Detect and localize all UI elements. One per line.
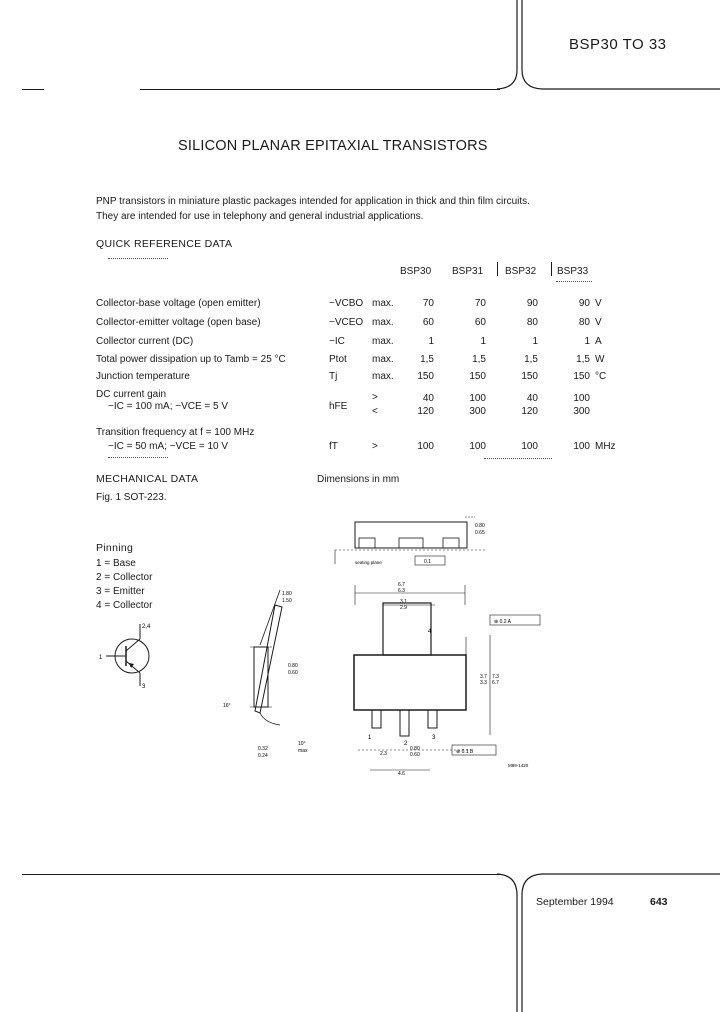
row-value: 70 [422,298,434,309]
row-value: 70 [474,298,486,309]
svg-text:3: 3 [432,735,436,741]
side-s1: 1.80 [282,591,292,597]
front-b1: 6.7 [398,582,405,588]
ft-param: Transition frequency at f = 100 MHz [96,427,255,438]
col-divider-2 [551,262,552,276]
footer-bracket [495,870,720,1012]
pin-1: 1 = Base [96,558,136,569]
side-lead2: 0.60 [288,670,298,676]
row-unit: V [595,317,602,328]
ft-cond-symbol: > [372,441,378,452]
tol-label: 0.1 [424,559,431,565]
row-symbol: −VCEO [329,317,364,328]
header-rule-left [22,89,44,90]
front-p1: 2.3 [380,751,387,757]
gain-symbol: hFE [329,401,348,412]
front-b2: 6.3 [398,588,405,594]
row-param: Collector current (DC) [96,336,194,347]
package-side-view [220,585,320,765]
gain-max-bsp32: 120 [521,406,538,417]
row-param: Collector-base voltage (open emitter) [96,298,261,309]
row-symbol: Tj [329,371,338,382]
front-e1: 3.7 [480,674,487,680]
ft-unit: MHz [595,441,616,452]
footer-date: September 1994 [536,896,614,908]
pin-3: 3 = Emitter [96,586,145,597]
row-value: 1,5 [524,354,538,365]
ft-cond: −IC = 50 mA; −VCE = 10 V [108,441,229,452]
row-value: 150 [521,371,538,382]
row-value: 150 [573,371,590,382]
row-value: 1,5 [420,354,434,365]
ft-symbol: fT [329,441,338,452]
package-front-view [340,575,570,785]
front-c2: 2.9 [400,605,407,611]
row-value: 90 [578,298,590,309]
intro-line-2: They are intended for use in telephony and general industrial applications. [96,211,424,222]
row-value: 60 [474,317,486,328]
row-param: Total power dissipation up to Tamb = 25 °C [96,354,286,365]
side-angle: 16° [223,703,231,709]
svg-text:⊕ 0.1 B: ⊕ 0.1 B [456,749,474,755]
quick-ref-dashes [108,258,168,260]
front-d2: 6.7 [492,680,499,686]
svg-text:2: 2 [404,741,408,747]
pin-2: 2 = Collector [96,572,153,583]
row-unit: W [595,354,605,365]
row-unit: °C [595,371,607,382]
pin-4: 4 = Collector [96,600,153,611]
footer-rule-left [22,874,500,875]
svg-text:4: 4 [428,629,432,635]
ft-bsp33: 100 [573,441,590,452]
front-e2: 3.3 [480,680,487,686]
row-value: 150 [417,371,434,382]
package-top-view [325,512,495,572]
side-t1: 0.32 [258,746,268,752]
side-lead1: 0.80 [288,663,298,669]
top-h2: 0.65 [475,530,485,536]
gain-min-label: > [372,392,378,403]
svg-text:10°: 10° [298,741,306,747]
col-header-underline [556,281,592,283]
pnp-transistor-symbol [96,620,166,690]
col-header-bsp31: BSP31 [452,266,484,277]
row-param: Junction temperature [96,371,190,382]
gain-max-bsp30: 120 [417,406,434,417]
top-h1: 0.80 [475,523,485,529]
svg-text:1: 1 [368,735,372,741]
row-value: 1 [428,336,434,347]
header-rule-mid [140,89,500,90]
row-value: 60 [422,317,434,328]
gain-param: DC current gain [96,389,167,400]
gain-max-bsp33: 300 [573,406,590,417]
gain-min-bsp32: 40 [526,393,538,404]
svg-text:2,4: 2,4 [142,624,151,630]
drawing-code: M89-1420 [508,763,529,768]
front-c1: 3.1 [400,599,407,605]
gain-cond: −IC = 100 mA; −VCE = 5 V [108,401,229,412]
pinning-heading: Pinning [96,542,134,554]
ft-bsp30: 100 [417,441,434,452]
row-symbol: −VCBO [329,298,364,309]
row-cond: max. [372,336,394,347]
mechanical-heading: MECHANICAL DATA [96,473,199,485]
ft-underline [108,457,168,459]
row-cond: max. [372,298,394,309]
front-p2: 4.6 [398,771,405,777]
row-unit: A [595,336,602,347]
ft-bsp32: 100 [521,441,538,452]
svg-text:max: max [298,748,308,754]
col-header-bsp30: BSP30 [400,266,432,277]
row-value: 80 [578,317,590,328]
gain-min-bsp30: 40 [422,393,434,404]
row-value: 1,5 [576,354,590,365]
row-symbol: −IC [329,336,345,347]
ft-dotted-line [484,458,552,460]
side-t2: 0.24 [258,753,268,759]
row-value: 90 [526,298,538,309]
row-symbol: Ptot [329,354,347,365]
dimensions-note: Dimensions in mm [317,474,400,485]
row-value: 1,5 [472,354,486,365]
row-param: Collector-emitter voltage (open base) [96,317,261,328]
row-value: 1 [480,336,486,347]
quick-ref-heading: QUICK REFERENCE DATA [96,238,233,250]
part-range: BSP30 TO 33 [569,36,667,53]
gain-max-label: < [372,406,378,417]
row-cond: max. [372,371,394,382]
row-value: 1 [584,336,590,347]
gain-min-bsp33: 100 [573,393,590,404]
svg-text:3: 3 [142,684,146,690]
col-divider-1 [497,262,498,276]
figure-caption: Fig. 1 SOT-223. [96,492,167,503]
row-value: 80 [526,317,538,328]
row-cond: max. [372,317,394,328]
footer-page: 643 [650,896,668,908]
row-cond: max. [372,354,394,365]
col-header-bsp33: BSP33 [557,266,589,277]
page-title: SILICON PLANAR EPITAXIAL TRANSISTORS [178,138,488,154]
row-unit: V [595,298,602,309]
front-lead1: 0.80 [410,746,420,752]
row-value: 1 [532,336,538,347]
intro-line-1: PNP transistors in miniature plastic packages intended for application in thick and thin film circuits. [96,196,530,207]
row-value: 150 [469,371,486,382]
ft-bsp31: 100 [469,441,486,452]
gain-max-bsp31: 300 [469,406,486,417]
front-d1: 7.3 [492,674,499,680]
seating-label: seating plane [355,560,382,565]
gain-min-bsp31: 100 [469,393,486,404]
svg-text:1: 1 [99,655,103,661]
col-header-bsp32: BSP32 [505,266,537,277]
svg-text:⊕ 0.2 A: ⊕ 0.2 A [494,619,511,625]
side-s2: 1.50 [282,598,292,604]
front-lead2: 0.60 [410,752,420,758]
